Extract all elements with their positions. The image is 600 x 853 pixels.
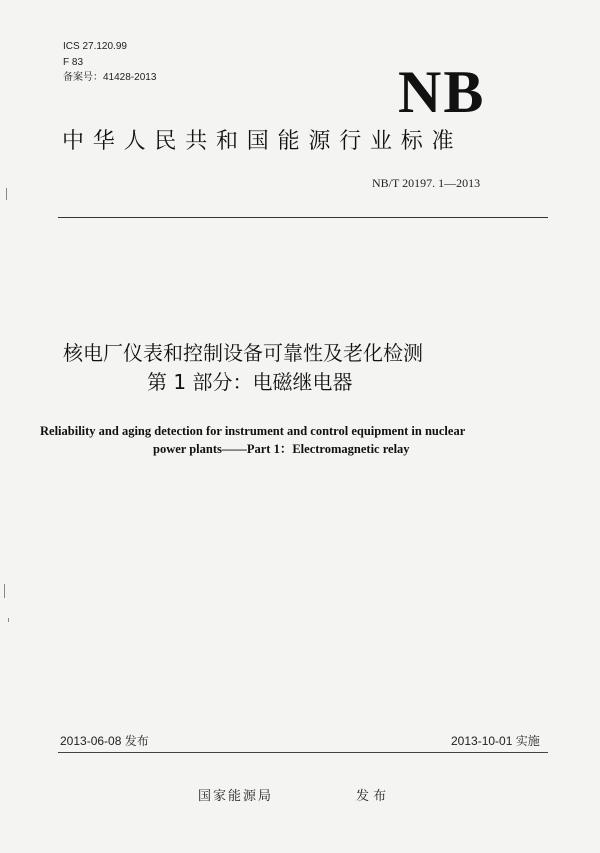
scan-artifact <box>8 618 9 622</box>
standard-code: NB/T 20197. 1—2013 <box>372 176 481 190</box>
header-divider <box>58 217 548 218</box>
implement-date: 2013-10-01 实施 <box>451 734 540 748</box>
footer-divider <box>58 752 548 753</box>
filing-number: 备案号：41428-2013 <box>63 72 157 83</box>
issuing-authority: 国家能源局 <box>198 789 274 804</box>
chinese-title-line-2: 第 1 部分：电磁继电器 <box>147 370 353 394</box>
issue-label: 发 布 <box>356 789 387 804</box>
scan-artifact <box>4 584 5 598</box>
standard-category-title: 中华人民共和国能源行业标准 <box>62 129 463 154</box>
publish-date: 2013-06-08 发布 <box>60 734 149 748</box>
chinese-title-line-1: 核电厂仪表和控制设备可靠性及老化检测 <box>63 341 423 365</box>
scan-artifact <box>6 188 7 200</box>
nb-logo: NB <box>398 59 486 125</box>
ccs-code: F 83 <box>63 57 84 68</box>
english-title-line-1: Reliability and aging detection for instrument and control equipment in nuclear <box>40 424 466 438</box>
english-title-line-2: power plants——Part 1：Electromagnetic relay <box>153 442 410 456</box>
ics-code: ICS 27.120.99 <box>63 41 127 52</box>
